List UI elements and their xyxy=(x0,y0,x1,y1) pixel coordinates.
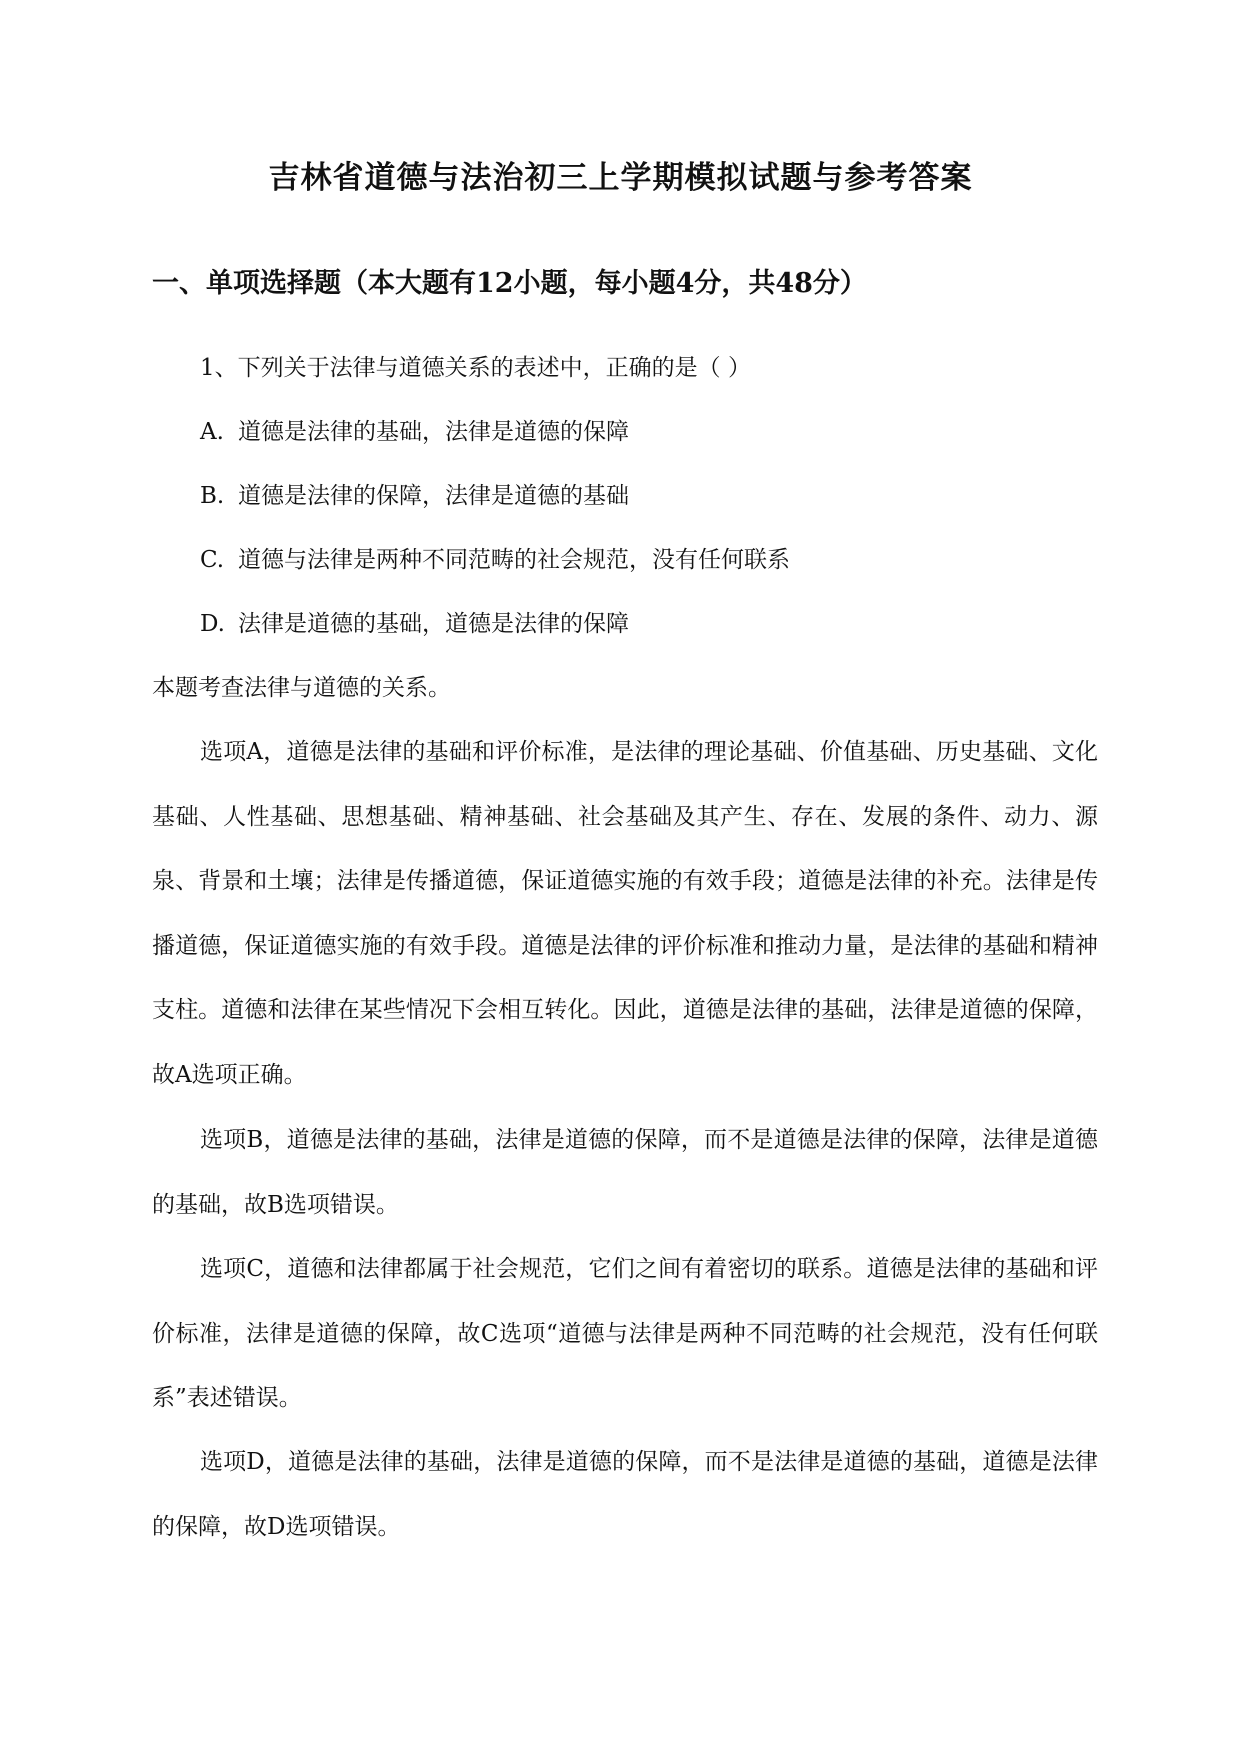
option-letter: A. xyxy=(200,419,224,445)
option-letter: C. xyxy=(200,547,225,573)
option-text: 道德是法律的保障，法律是道德的基础 xyxy=(238,483,629,509)
question-stem: 1、下列关于法律与道德关系的表述中，正确的是（ ） xyxy=(200,355,751,381)
option-letter: B. xyxy=(200,483,225,509)
option-b xyxy=(200,480,1150,512)
analysis-paragraph-c: 选项C，道德和法律都属于社会规范，它们之间有着密切的联系。道德是法律的基础和评价标准，法律是道德的保障，故C选项“道德与法律是两种不同范畴的社会规范，没有任何联系”表述错误。 xyxy=(152,1256,1098,1411)
analysis-paragraph-d: 选项D，道德是法律的基础，法律是道德的保障，而不是法律是道德的基础，道德是法律的保障，故D选项错误。 xyxy=(152,1449,1098,1540)
analysis-paragraph-a: 选项A，道德是法律的基础和评价标准，是法律的理论基础、价值基础、历史基础、文化基础、人性基础、思想基础、精神基础、社会基础及其产生、存在、发展的条件、动力、源泉、背景和土壤；法律是传播道德，保证道德实施的有效手段；道德是法律的补充。法律是传播道德，保证道德实施的有效手段。道德是法律的评价标准和推动力量，是法律的基础和精神支柱。道德和法律在某些情况下会相互转化。因此，道德是法律的基础，法律是道德的保障，故A选项正确。 xyxy=(152,739,1098,1088)
option-text: 道德是法律的基础，法律是道德的保障 xyxy=(238,419,629,445)
analysis-paragraph-b: 选项B，道德是法律的基础，法律是道德的保障，而不是道德是法律的保障，法律是道德的基础，故B选项错误。 xyxy=(152,1127,1098,1218)
section-heading: 一、单项选择题（本大题有12小题，每小题4分，共48分） xyxy=(152,268,867,299)
option-c xyxy=(200,544,1150,576)
option-d xyxy=(200,608,1150,640)
option-a xyxy=(200,416,1150,448)
option-text: 道德与法律是两种不同范畴的社会规范，没有任何联系 xyxy=(238,547,790,573)
analysis-intro: 本题考查法律与道德的关系。 xyxy=(152,675,451,701)
document-title: 吉林省道德与法治初三上学期模拟试题与参考答案 xyxy=(268,160,973,196)
option-text: 法律是道德的基础，道德是法律的保障 xyxy=(238,611,629,637)
option-letter: D. xyxy=(200,611,225,637)
